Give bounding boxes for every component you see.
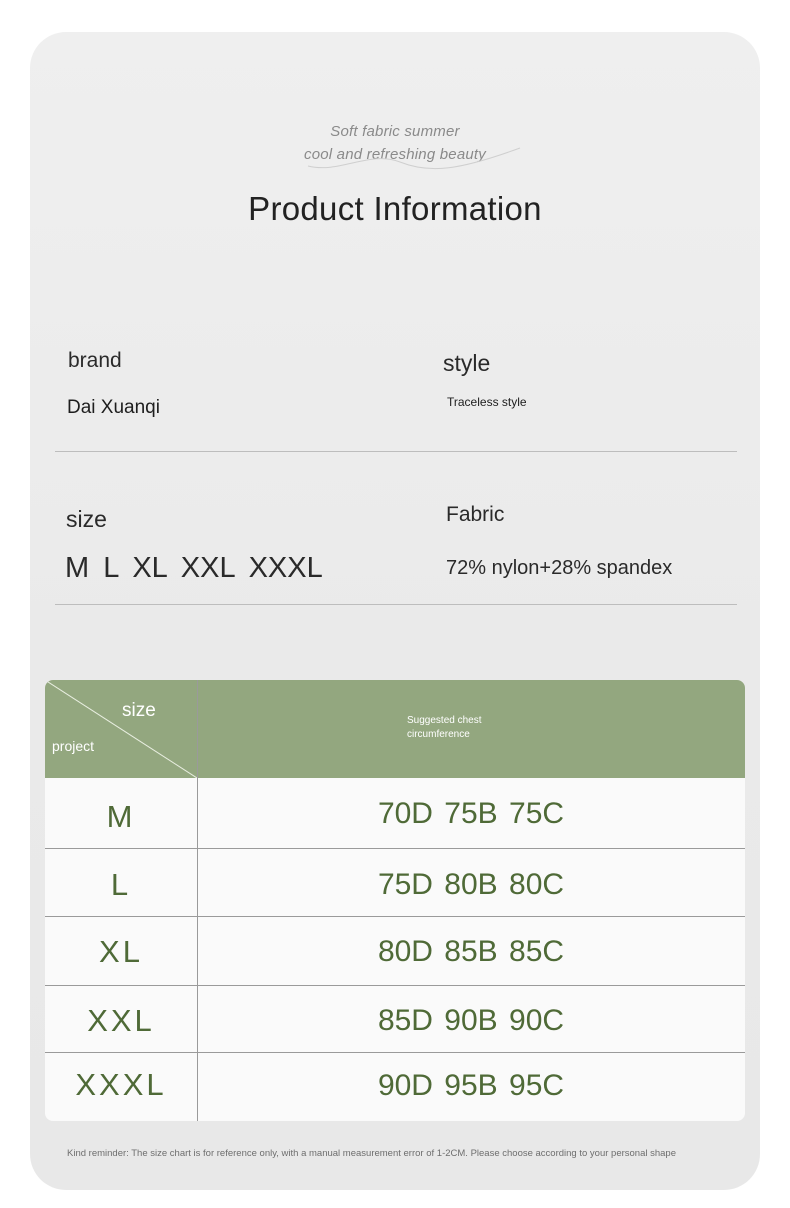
size-cell: XXL (87, 1003, 155, 1038)
cup-cell: 70D 75B 75C (377, 797, 565, 830)
table-row (45, 1053, 745, 1121)
header-chest-label: Suggested chest circumference (407, 715, 482, 740)
cup-cell: 85D 90B 90C (377, 1004, 565, 1037)
header-size-label: size (122, 700, 156, 721)
size-options-value: M L XL XXL XXXL (65, 552, 323, 584)
size-cell: XXXL (75, 1067, 167, 1102)
page-title: Product Information (248, 190, 542, 227)
size-cell: XL (99, 934, 143, 969)
cup-cell: 75D 80B 80C (377, 868, 565, 901)
header-project-label: project (52, 738, 95, 754)
table-row (45, 849, 745, 916)
size-chart-header (45, 680, 745, 778)
info-divider-1 (55, 451, 737, 452)
cup-cell: 80D 85B 85C (377, 935, 565, 968)
fabric-label: Fabric (446, 503, 505, 526)
decorative-swirl-icon (300, 140, 530, 174)
size-cell: M (106, 799, 136, 834)
table-row (45, 917, 745, 985)
brand-label: brand (68, 349, 122, 372)
size-cell: L (110, 867, 132, 902)
tagline-line-1: Soft fabric summer (330, 123, 460, 140)
size-label: size (66, 506, 107, 532)
size-chart-table (45, 680, 745, 1121)
table-row (45, 986, 745, 1052)
kind-reminder-note: Kind reminder: The size chart is for reference only, with a manual measurement error of 1-2CM. Please choose according to your personal shape (67, 1148, 677, 1159)
cup-cell: 90D 95B 95C (377, 1069, 565, 1102)
fabric-value: 72% nylon+28% spandex (446, 557, 673, 579)
style-label: style (443, 350, 491, 376)
info-divider-2 (55, 604, 737, 605)
tagline-line-2: cool and refreshing beauty (304, 146, 486, 163)
style-value: Traceless style (447, 395, 527, 409)
table-row (45, 778, 745, 848)
brand-value: Dai Xuanqi (67, 397, 160, 418)
diagonal-divider-icon (45, 680, 197, 778)
